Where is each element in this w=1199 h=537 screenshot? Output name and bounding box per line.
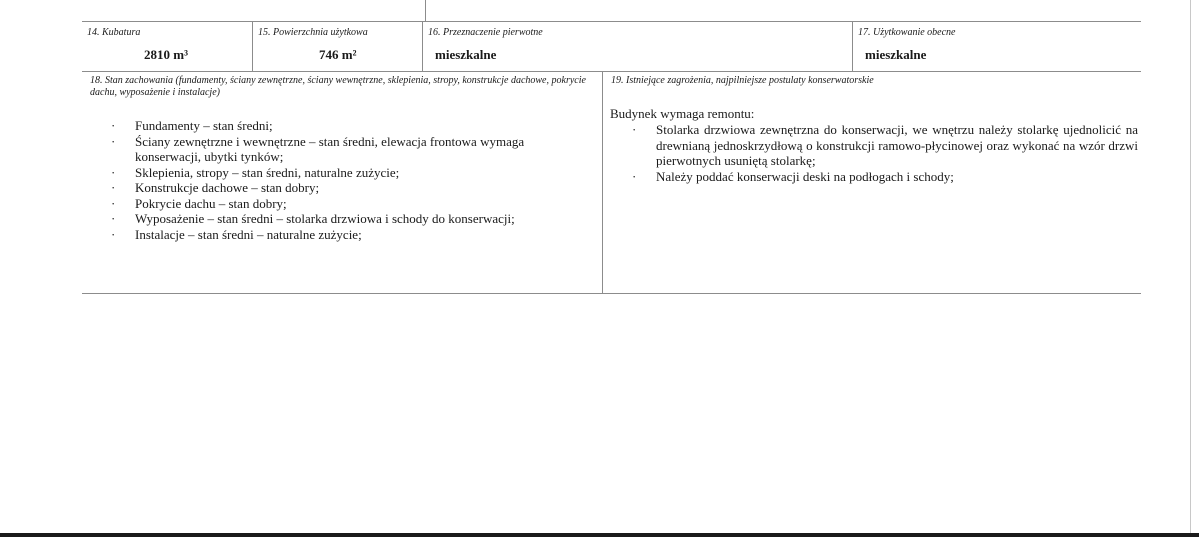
page-edge: [1190, 0, 1191, 537]
list-item-text: Konstrukcje dachowe – stan dobry;: [135, 180, 320, 195]
list-item: [111, 164, 575, 181]
list-item-text: Instalacje – stan średni – naturalne zużycie;: [135, 226, 362, 242]
list-item: [111, 133, 575, 165]
list-item-text: Ściany zewnętrzne i wewnętrzne – stan średni, elewacja frontowa wymaga konserwacji, ubytki tynków;: [135, 133, 525, 164]
powierzchnia-label: 15. Powierzchnia użytkowa: [258, 27, 368, 38]
list-item-text: Stolarka drzwiowa zewnętrzna do konserwacji, we wnętrzu należy stolarkę ujednolicić na drewnianą jednoskrzydłową o konstrukcji ramowo-płycinowej oraz wykonać na wzór drzwi pierwotnych usuniętą stolarkę;: [656, 122, 1138, 168]
stan-zachowania-cell: [82, 71, 602, 293]
bullet-icon: ·: [111, 226, 116, 242]
bullet-icon: ·: [632, 168, 637, 184]
kubatura-label: 14. Kubatura: [87, 27, 141, 38]
przeznaczenie-label: 16. Przeznaczenie pierwotne: [428, 27, 543, 38]
zagrozenia-cell: [602, 71, 1142, 293]
zagrozenia-intro: Budynek wymaga remontu:: [610, 106, 755, 121]
kubatura-cell: [82, 21, 252, 71]
bullet-icon: ·: [111, 180, 116, 195]
bullet-icon: ·: [111, 164, 116, 180]
list-item: [632, 168, 1138, 185]
przeznaczenie-value: mieszkalne: [435, 47, 497, 62]
bullet-icon: ·: [111, 118, 116, 133]
scan-edge: [0, 533, 1199, 537]
bullet-icon: ·: [111, 133, 116, 149]
list-item-text: Należy poddać konserwacji deski na podłogach i schody;: [656, 168, 954, 184]
zagrozenia-list: [632, 122, 1138, 184]
list-item: [111, 211, 575, 227]
bullet-icon: ·: [111, 211, 116, 226]
zagrozenia-label: 19. Istniejące zagrożenia, najpilniejsze postulaty konserwatorskie: [611, 75, 874, 86]
powierzchnia-cell: [252, 21, 422, 71]
list-item: [111, 180, 575, 196]
list-item-text: Sklepienia, stropy – stan średni, naturalne zużycie;: [135, 164, 400, 180]
list-item-text: Wyposażenie – stan średni – stolarka drzwiowa i schody do konserwacji;: [135, 211, 515, 226]
list-item-text: Pokrycie dachu – stan dobry;: [135, 195, 287, 211]
list-item: [111, 118, 575, 134]
list-item: [632, 122, 1138, 169]
list-item: [111, 226, 575, 243]
divider: [82, 293, 1141, 294]
bullet-icon: ·: [632, 122, 637, 137]
info-row: [82, 21, 1141, 71]
uzytkowanie-label: 17. Użytkowanie obecne: [858, 27, 956, 38]
condition-row: [82, 71, 1141, 293]
list-item-text: Fundamenty – stan średni;: [135, 118, 273, 133]
list-item: [111, 195, 575, 212]
powierzchnia-value: 746 m²: [319, 47, 357, 62]
stan-zachowania-list: [111, 118, 575, 242]
kubatura-value: 2810 m³: [144, 47, 188, 62]
bullet-icon: ·: [111, 195, 116, 211]
divider: [425, 0, 426, 21]
przeznaczenie-cell: [422, 21, 852, 71]
uzytkowanie-cell: [852, 21, 1141, 71]
uzytkowanie-value: mieszkalne: [865, 47, 927, 62]
stan-zachowania-label: 18. Stan zachowania (fundamenty, ściany zewnętrzne, ściany wewnętrzne, sklepienia, stropy, konstrukcje dachowe, pokrycie dachu, wyposażenie i instalacje): [90, 75, 586, 98]
